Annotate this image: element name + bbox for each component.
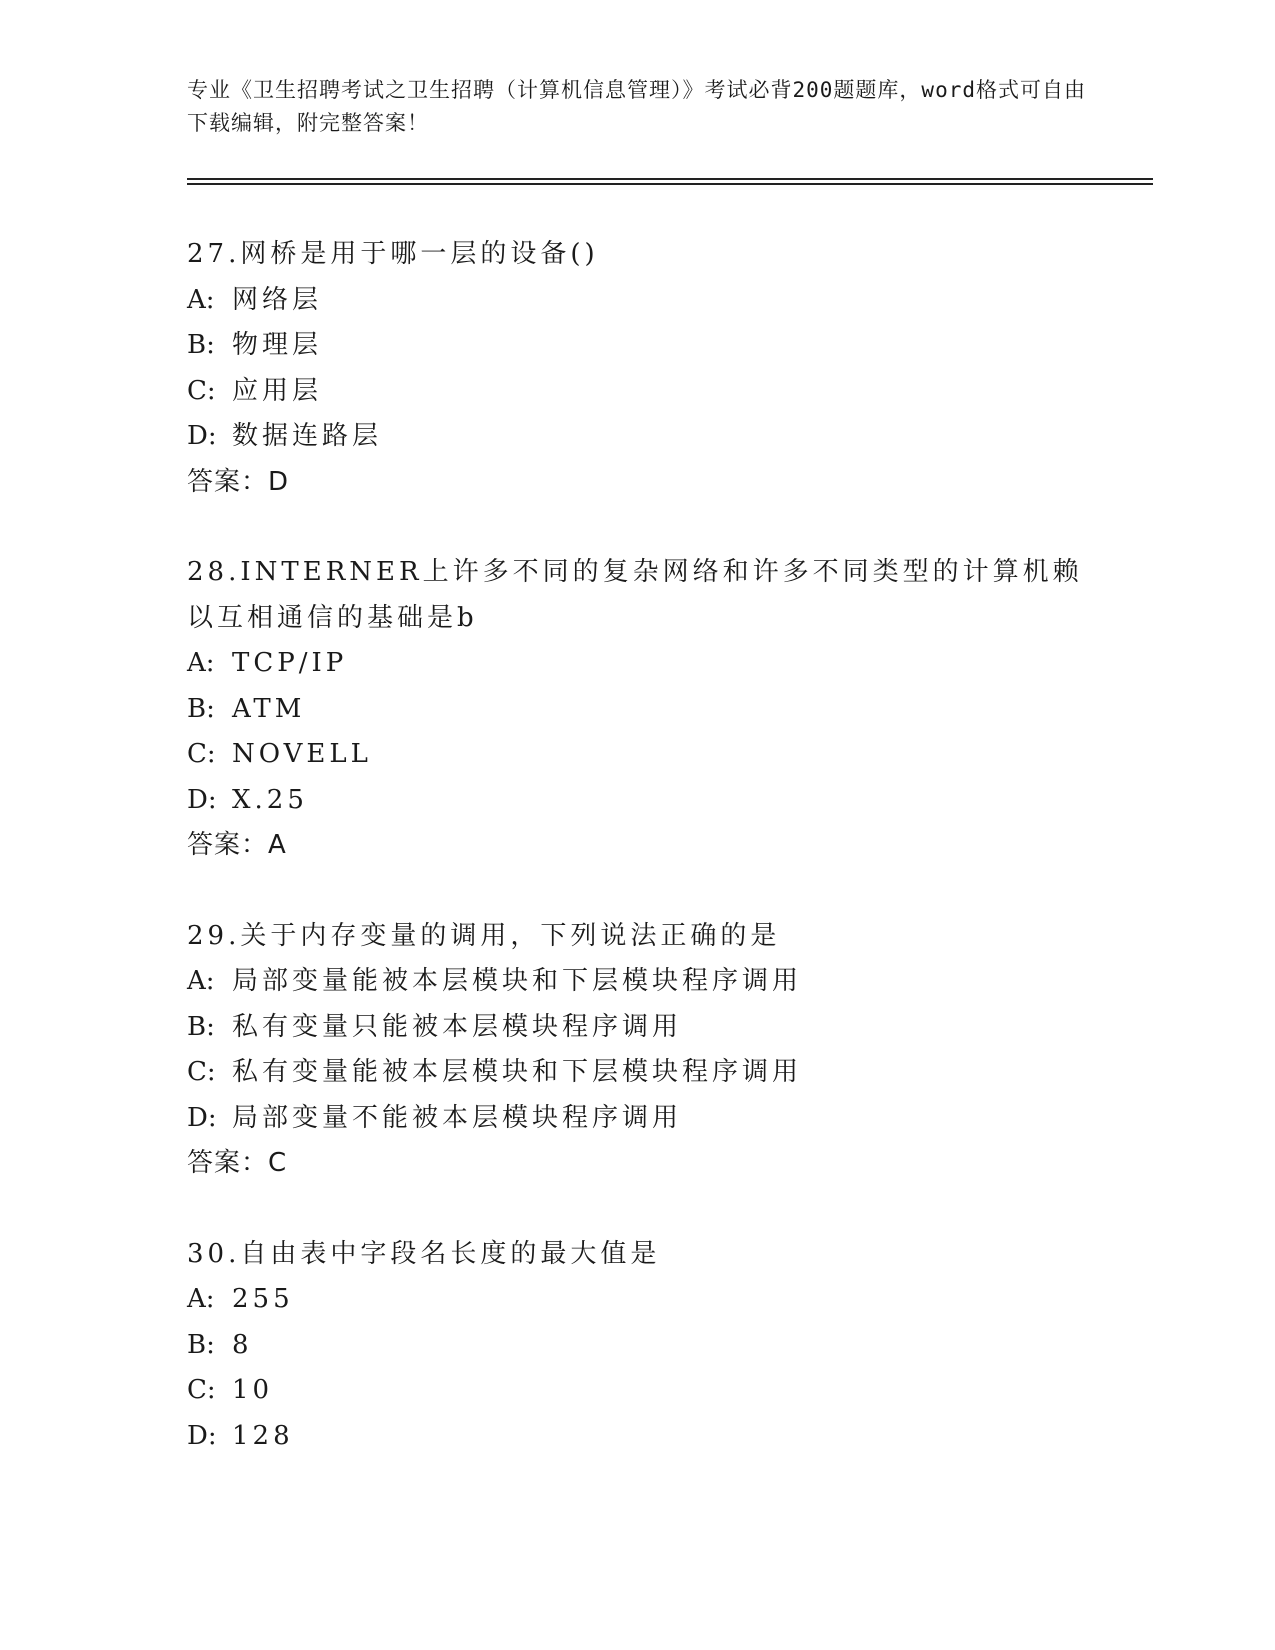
option-text: 128	[232, 1420, 294, 1451]
option-text: NOVELL	[232, 739, 372, 769]
option-a	[187, 278, 1153, 324]
question-text: 27.网桥是用于哪一层的设备()	[187, 239, 599, 269]
option-text: 应用层	[232, 375, 323, 406]
option-text: X.25	[232, 784, 308, 815]
option-a	[187, 1277, 1153, 1323]
option-text: 私有变量能被本层模块和下层模块程序调用	[232, 1057, 803, 1087]
option-b	[187, 323, 1153, 369]
option-key: A:	[187, 966, 215, 996]
option-text: 网络层	[232, 284, 323, 315]
option-key: B:	[187, 330, 215, 360]
option-text: 局部变量能被本层模块和下层模块程序调用	[232, 966, 803, 996]
option-key: B:	[187, 693, 215, 724]
option-text: TCP/IP	[232, 648, 348, 678]
option-key: C:	[187, 739, 216, 769]
option-key: C:	[187, 375, 216, 406]
option-key: D:	[187, 1420, 217, 1451]
option-key: D:	[187, 421, 217, 451]
option-a	[187, 641, 1153, 687]
option-d	[187, 1414, 1153, 1460]
question-28	[187, 550, 1153, 869]
option-c	[187, 1368, 1153, 1414]
header-rule-bottom	[187, 183, 1153, 185]
question-text: 30.自由表中字段名长度的最大值是	[187, 1238, 661, 1269]
question-29	[187, 914, 1153, 1187]
option-key: C:	[187, 1057, 216, 1087]
option-c	[187, 732, 1153, 778]
option-key: A:	[187, 284, 215, 315]
option-text: 255	[232, 1284, 294, 1314]
question-text: 29.关于内存变量的调用，下列说法正确的是	[187, 920, 781, 951]
document-header: 专业《卫生招聘考试之卫生招聘（计算机信息管理）》考试必背200题题库，word格式可自由下载编辑，附完整答案！	[187, 78, 1086, 135]
option-key: B:	[187, 1011, 215, 1042]
question-30	[187, 1232, 1153, 1460]
option-text: 物理层	[232, 330, 323, 360]
option-key: D:	[187, 784, 217, 815]
option-b	[187, 1323, 1153, 1369]
option-text: 私有变量只能被本层模块程序调用	[232, 1011, 683, 1042]
answer-line: 答案：D	[187, 466, 290, 497]
question-text: 28.INTERNER上许多不同的复杂网络和许多不同类型的计算机赖以互相通信的基础是b	[187, 557, 1083, 633]
option-text: 10	[232, 1375, 274, 1405]
option-key: B:	[187, 1329, 215, 1360]
option-text: 数据连路层	[232, 421, 383, 451]
option-key: C:	[187, 1375, 216, 1405]
option-text: ATM	[232, 693, 306, 724]
option-c	[187, 369, 1153, 415]
question-27	[187, 232, 1153, 505]
option-b	[187, 687, 1153, 733]
option-a	[187, 959, 1153, 1005]
header-rule-top	[187, 178, 1153, 180]
option-b	[187, 1005, 1153, 1051]
answer-line: 答案：C	[187, 1148, 288, 1178]
option-text: 局部变量不能被本层模块程序调用	[232, 1102, 683, 1133]
option-key: A:	[187, 1284, 215, 1314]
option-d	[187, 778, 1153, 824]
option-d	[187, 414, 1153, 460]
option-d	[187, 1096, 1153, 1142]
option-c	[187, 1050, 1153, 1096]
option-key: A:	[187, 648, 215, 678]
option-key: D:	[187, 1102, 217, 1133]
answer-line: 答案：A	[187, 830, 287, 860]
option-text: 8	[232, 1329, 253, 1360]
question-list	[187, 232, 1153, 1504]
